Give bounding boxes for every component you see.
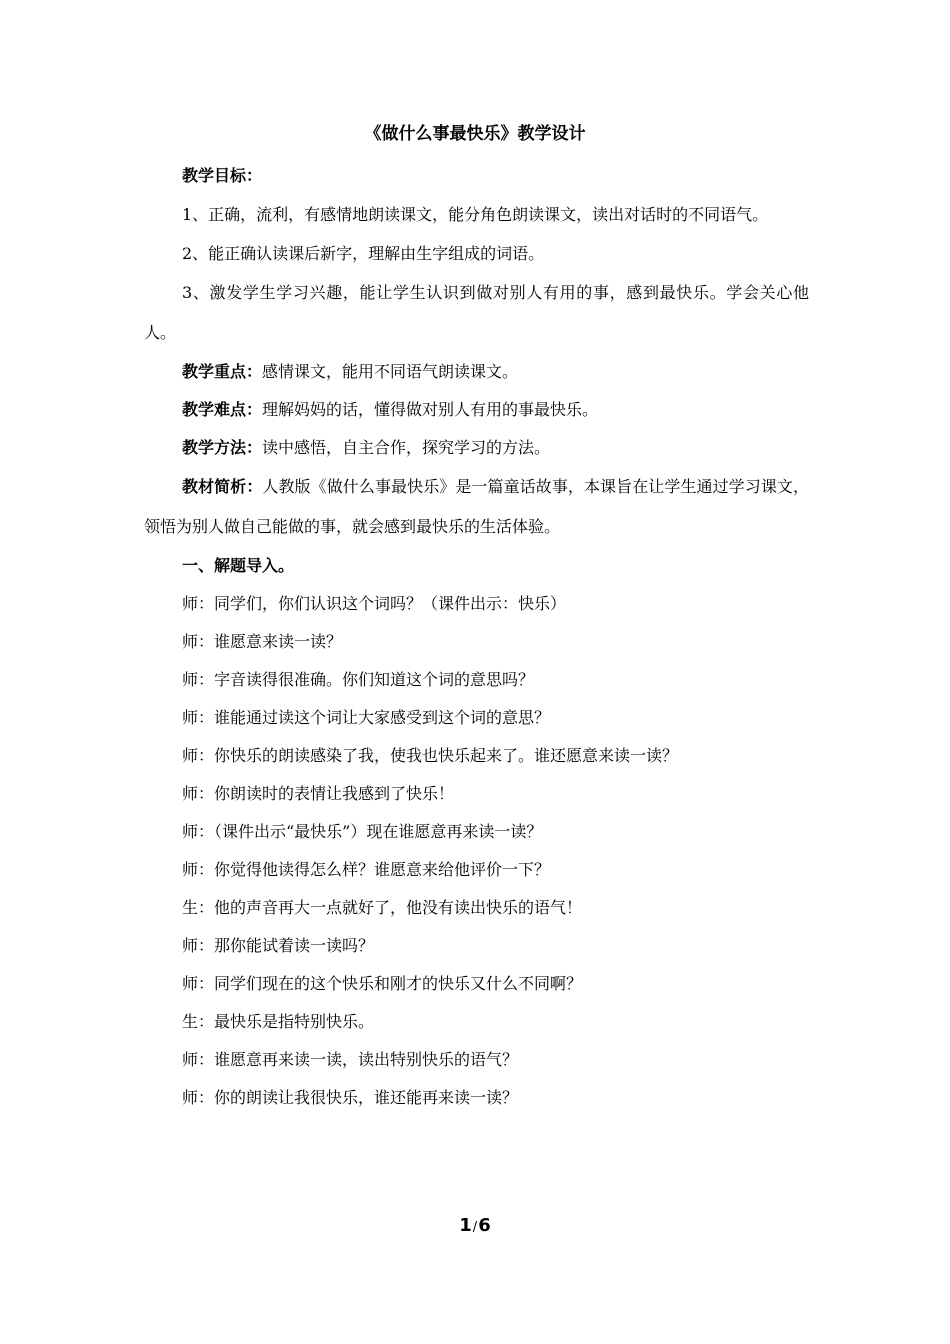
difficulty-text: 理解妈妈的话，懂得做对别人有用的事最快乐。 [262,400,599,419]
page-separator: / [472,1220,478,1235]
dialogue-line: 师：（课件出示“最快乐”）现在谁愿意再来读一读？ [182,822,543,841]
dialogue-line: 师：你朗读时的表情让我感到了快乐！ [182,784,455,803]
current-page: 1 [459,1215,472,1236]
key-point-text: 感情课文，能用不同语气朗读课文。 [262,362,519,381]
dialogue-line: 师：谁愿意再来读一读，读出特别快乐的语气？ [182,1050,519,1069]
dialogue-line: 师：你快乐的朗读感染了我，使我也快乐起来了。谁还愿意来读一读？ [182,746,679,765]
dialogue-line: 师：同学们现在的这个快乐和刚才的快乐又什么不同啊？ [182,974,583,993]
objective-1: 1、正确，流利，有感情地朗读课文，能分角色朗读课文，读出对话时的不同语气。 [182,205,769,224]
dialogue-line: 师：谁愿意来读一读？ [182,632,343,651]
material-text: 人教版《做什么事最快乐》是一篇童话故事，本课旨在让学生通过学习课文，领悟为别人做自己能做的事，就会感到最快乐的生活体验。 [144,477,809,536]
document-title: 《做什么事最快乐》教学设计 [364,124,586,144]
total-pages: 6 [478,1215,491,1236]
dialogue-line: 生：他的声音再大一点就好了，他没有读出快乐的语气！ [182,898,583,917]
method-paragraph [144,429,809,467]
dialogue-line: 师：你觉得他读得怎么样？谁愿意来给他评价一下？ [182,860,551,879]
section-1-heading: 一、解题导入。 [182,556,295,575]
dialogue-line: 师：同学们，你们认识这个词吗？（课件出示：快乐） [182,594,567,613]
difficulty-label: 教学难点： [182,400,263,419]
objective-2: 2、能正确认读课后新字，理解由生字组成的词语。 [182,244,545,263]
key-point-label: 教学重点： [182,362,263,381]
page-number [0,1213,950,1241]
dialogue-line: 师：你的朗读让我很快乐，谁还能再来读一读？ [182,1088,519,1107]
dialogue-line: 师：谁能通过读这个词让大家感受到这个词的意思？ [182,708,551,727]
objectives-heading: 教学目标： [182,166,263,185]
key-point-paragraph [144,353,809,391]
difficulty-paragraph [144,391,809,429]
document-body [144,157,809,1117]
dialogue-line: 师：字音读得很准确。你们知道这个词的意思吗？ [182,670,535,689]
material-label: 教材简析： [182,477,263,496]
dialogue-line: 师：那你能试着读一读吗？ [182,936,375,955]
method-text: 读中感悟，自主合作，探究学习的方法。 [262,438,551,457]
method-label: 教学方法： [182,438,263,457]
dialogue-line: 生：最快乐是指特别快乐。 [182,1012,375,1031]
objective-3: 3、激发学生学习兴趣，能让学生认识到做对别人有用的事，感到最快乐。学会关心他人。 [144,283,809,342]
material-paragraph [144,467,809,547]
